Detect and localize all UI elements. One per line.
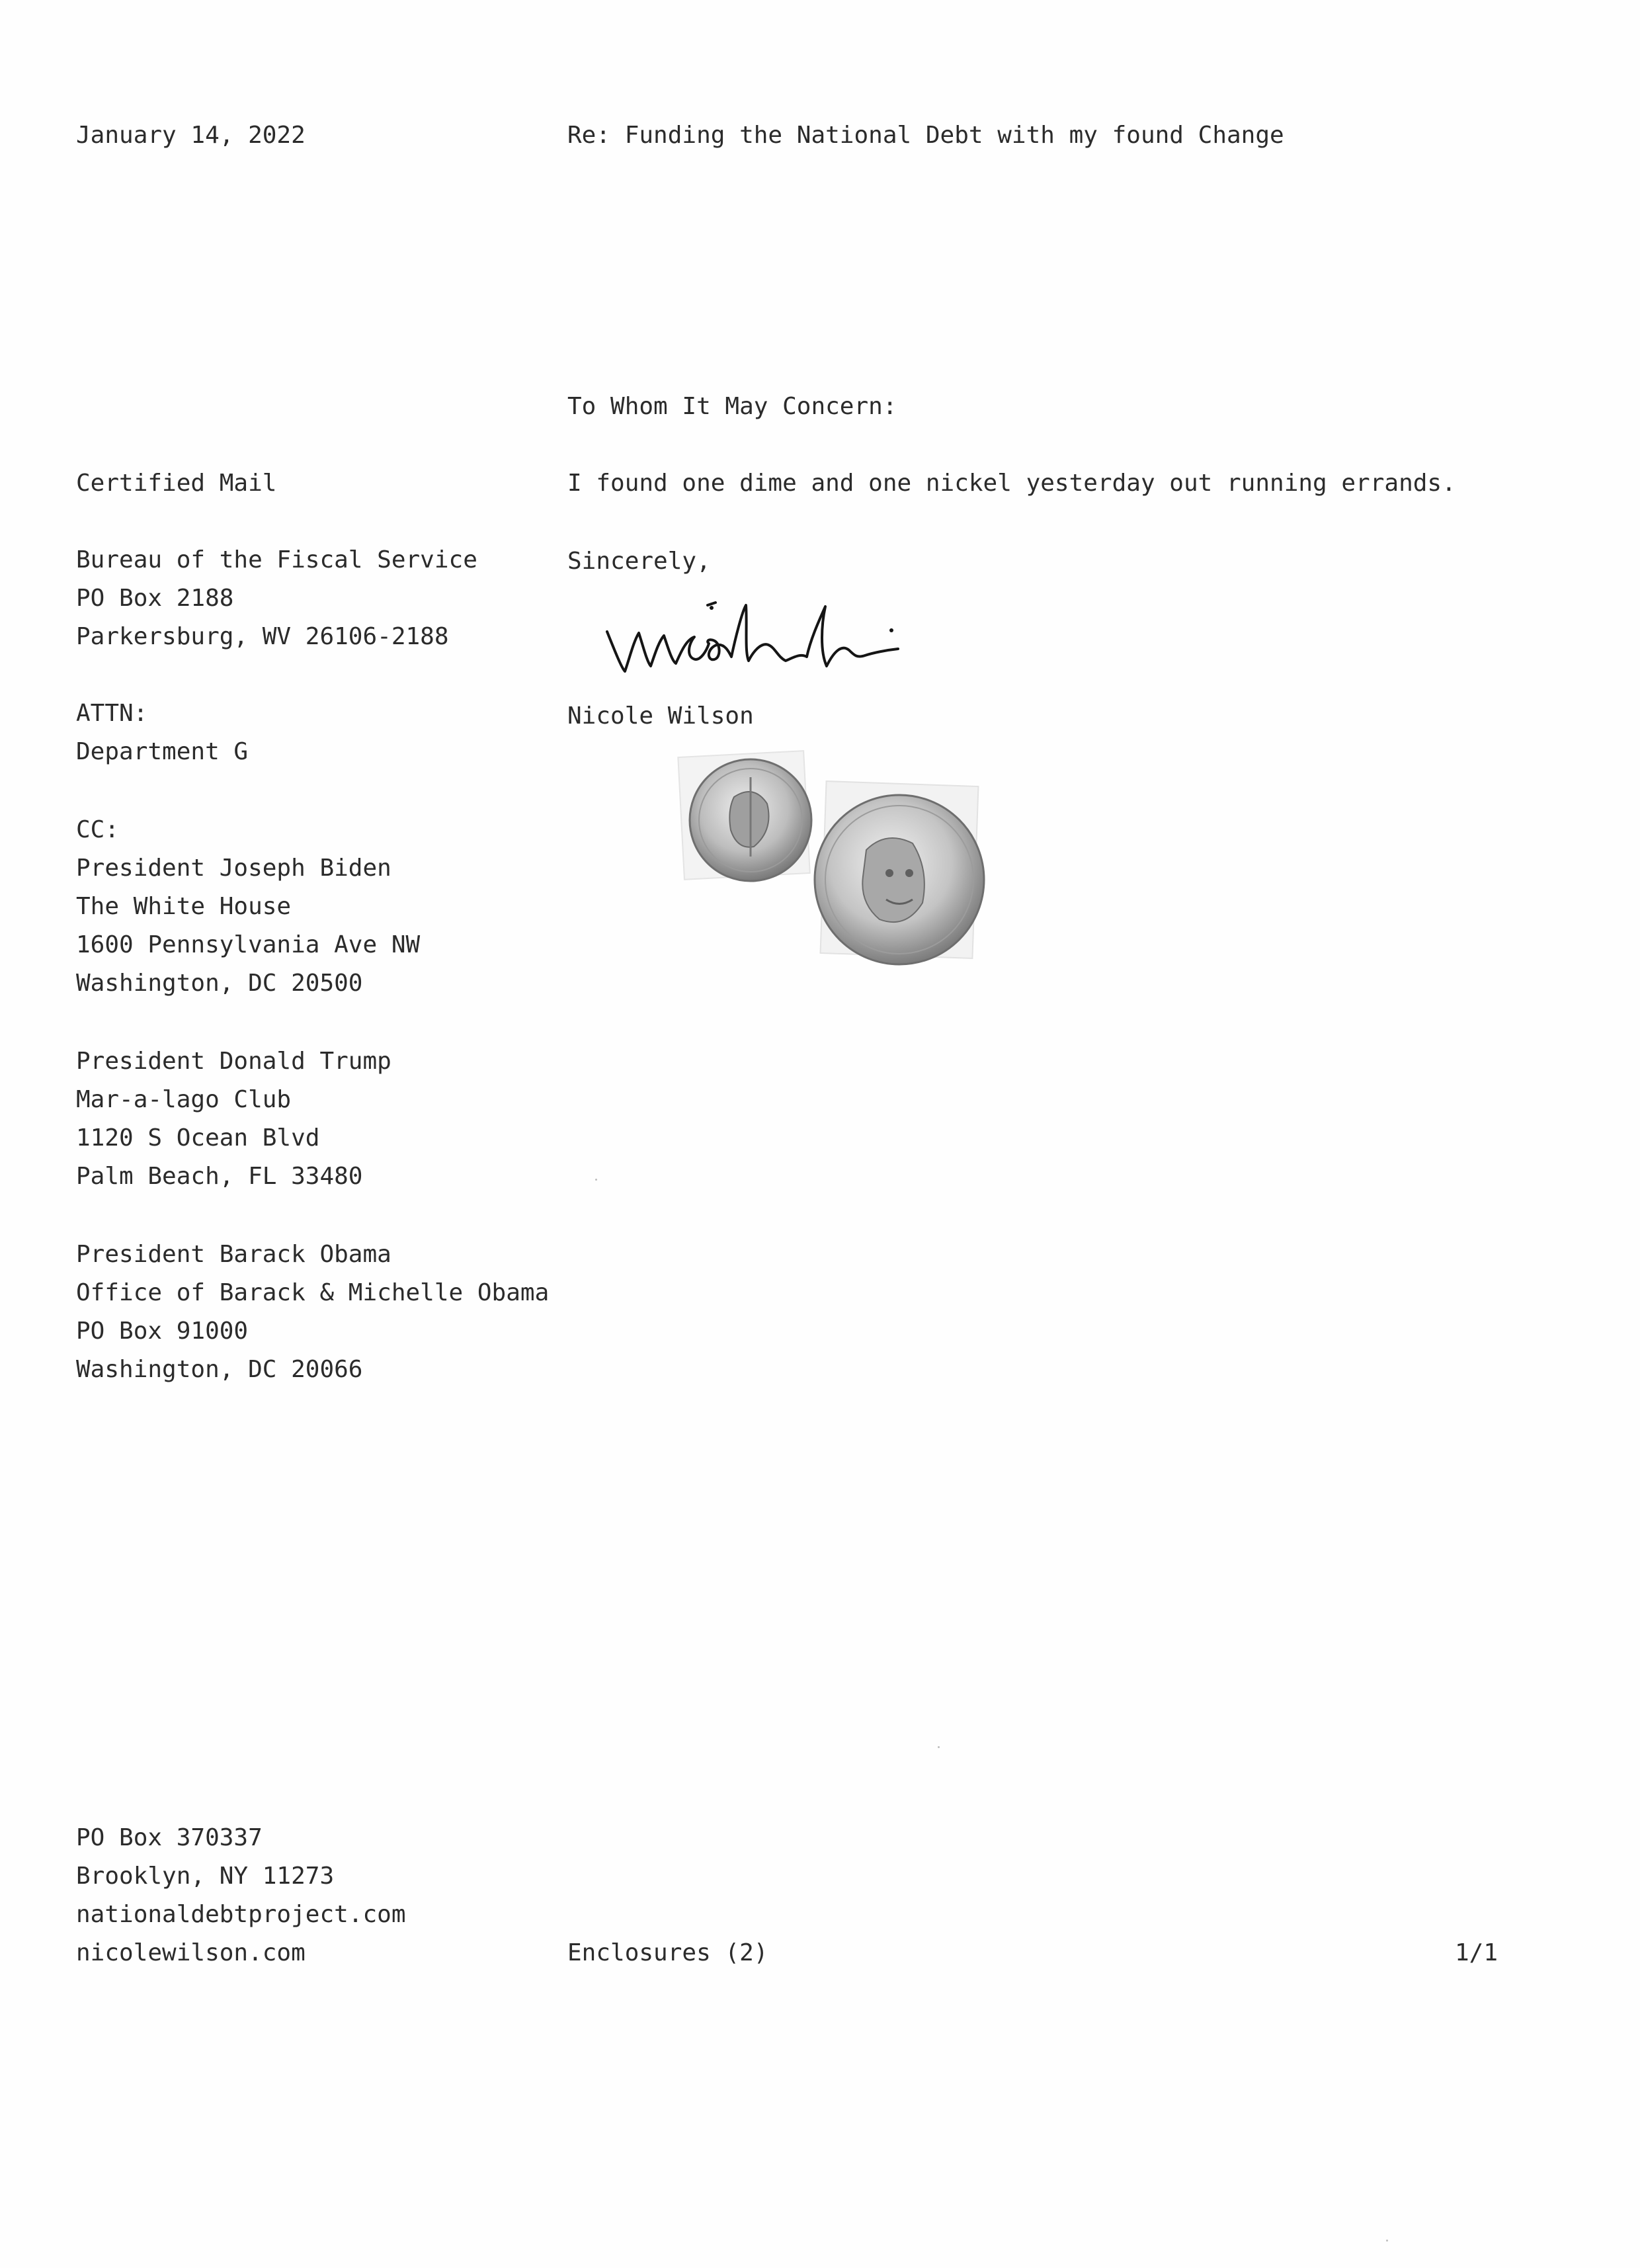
page-number: 1/1 <box>1455 1939 1498 1966</box>
recipient-line: Bureau of the Fiscal Service <box>76 546 477 573</box>
attn-value: Department G <box>76 738 249 765</box>
signature-image <box>595 579 965 685</box>
cc-line: President Barack Obama <box>76 1241 391 1268</box>
closing: Sincerely, <box>567 548 711 575</box>
cc-line: PO Box 91000 <box>76 1318 249 1345</box>
cc-line: Mar-a-lago Club <box>76 1086 292 1113</box>
sender-address <box>76 1819 406 1972</box>
sender-line: PO Box 370337 <box>76 1824 263 1851</box>
delivery-method: Certified Mail <box>76 470 277 497</box>
cc-group <box>76 1042 391 1196</box>
letter-body: I found one dime and one nickel yesterday out running errands. <box>567 470 1456 497</box>
cc-line: Washington, DC 20066 <box>76 1356 363 1383</box>
dime-icon <box>690 759 811 881</box>
recipient-line: Parkersburg, WV 26106-2188 <box>76 623 449 650</box>
cc-group <box>76 1236 549 1389</box>
letter-subject: Re: Funding the National Debt with my found Change <box>567 122 1284 149</box>
scan-speck <box>595 1179 597 1181</box>
cc-line: President Joseph Biden <box>76 855 391 882</box>
cc-line: Palm Beach, FL 33480 <box>76 1163 363 1190</box>
cc-block <box>76 811 420 1003</box>
cc-line: Office of Barack & Michelle Obama <box>76 1279 550 1306</box>
sender-line: nicolewilson.com <box>76 1939 306 1966</box>
enclosures-note: Enclosures (2) <box>567 1939 768 1966</box>
sender-line: Brooklyn, NY 11273 <box>76 1863 335 1890</box>
letter-date: January 14, 2022 <box>76 122 306 149</box>
attn-label: ATTN: <box>76 700 148 727</box>
scan-speck <box>1386 2240 1388 2242</box>
sender-line: nationaldebtproject.com <box>76 1901 406 1928</box>
enclosed-coins-image <box>668 737 1018 1015</box>
cc-line: The White House <box>76 893 292 920</box>
nickel-icon <box>815 795 984 964</box>
cc-label: CC: <box>76 816 120 843</box>
scan-speck <box>938 1746 940 1748</box>
cc-line: Washington, DC 20500 <box>76 970 363 997</box>
attn-block <box>76 694 248 771</box>
cc-line: President Donald Trump <box>76 1048 391 1075</box>
cc-line: 1120 S Ocean Blvd <box>76 1124 320 1152</box>
recipient-address <box>76 541 477 656</box>
salutation: To Whom It May Concern: <box>567 393 897 420</box>
cc-line: 1600 Pennsylvania Ave NW <box>76 931 421 958</box>
signer-name: Nicole Wilson <box>567 702 754 730</box>
recipient-line: PO Box 2188 <box>76 585 234 612</box>
